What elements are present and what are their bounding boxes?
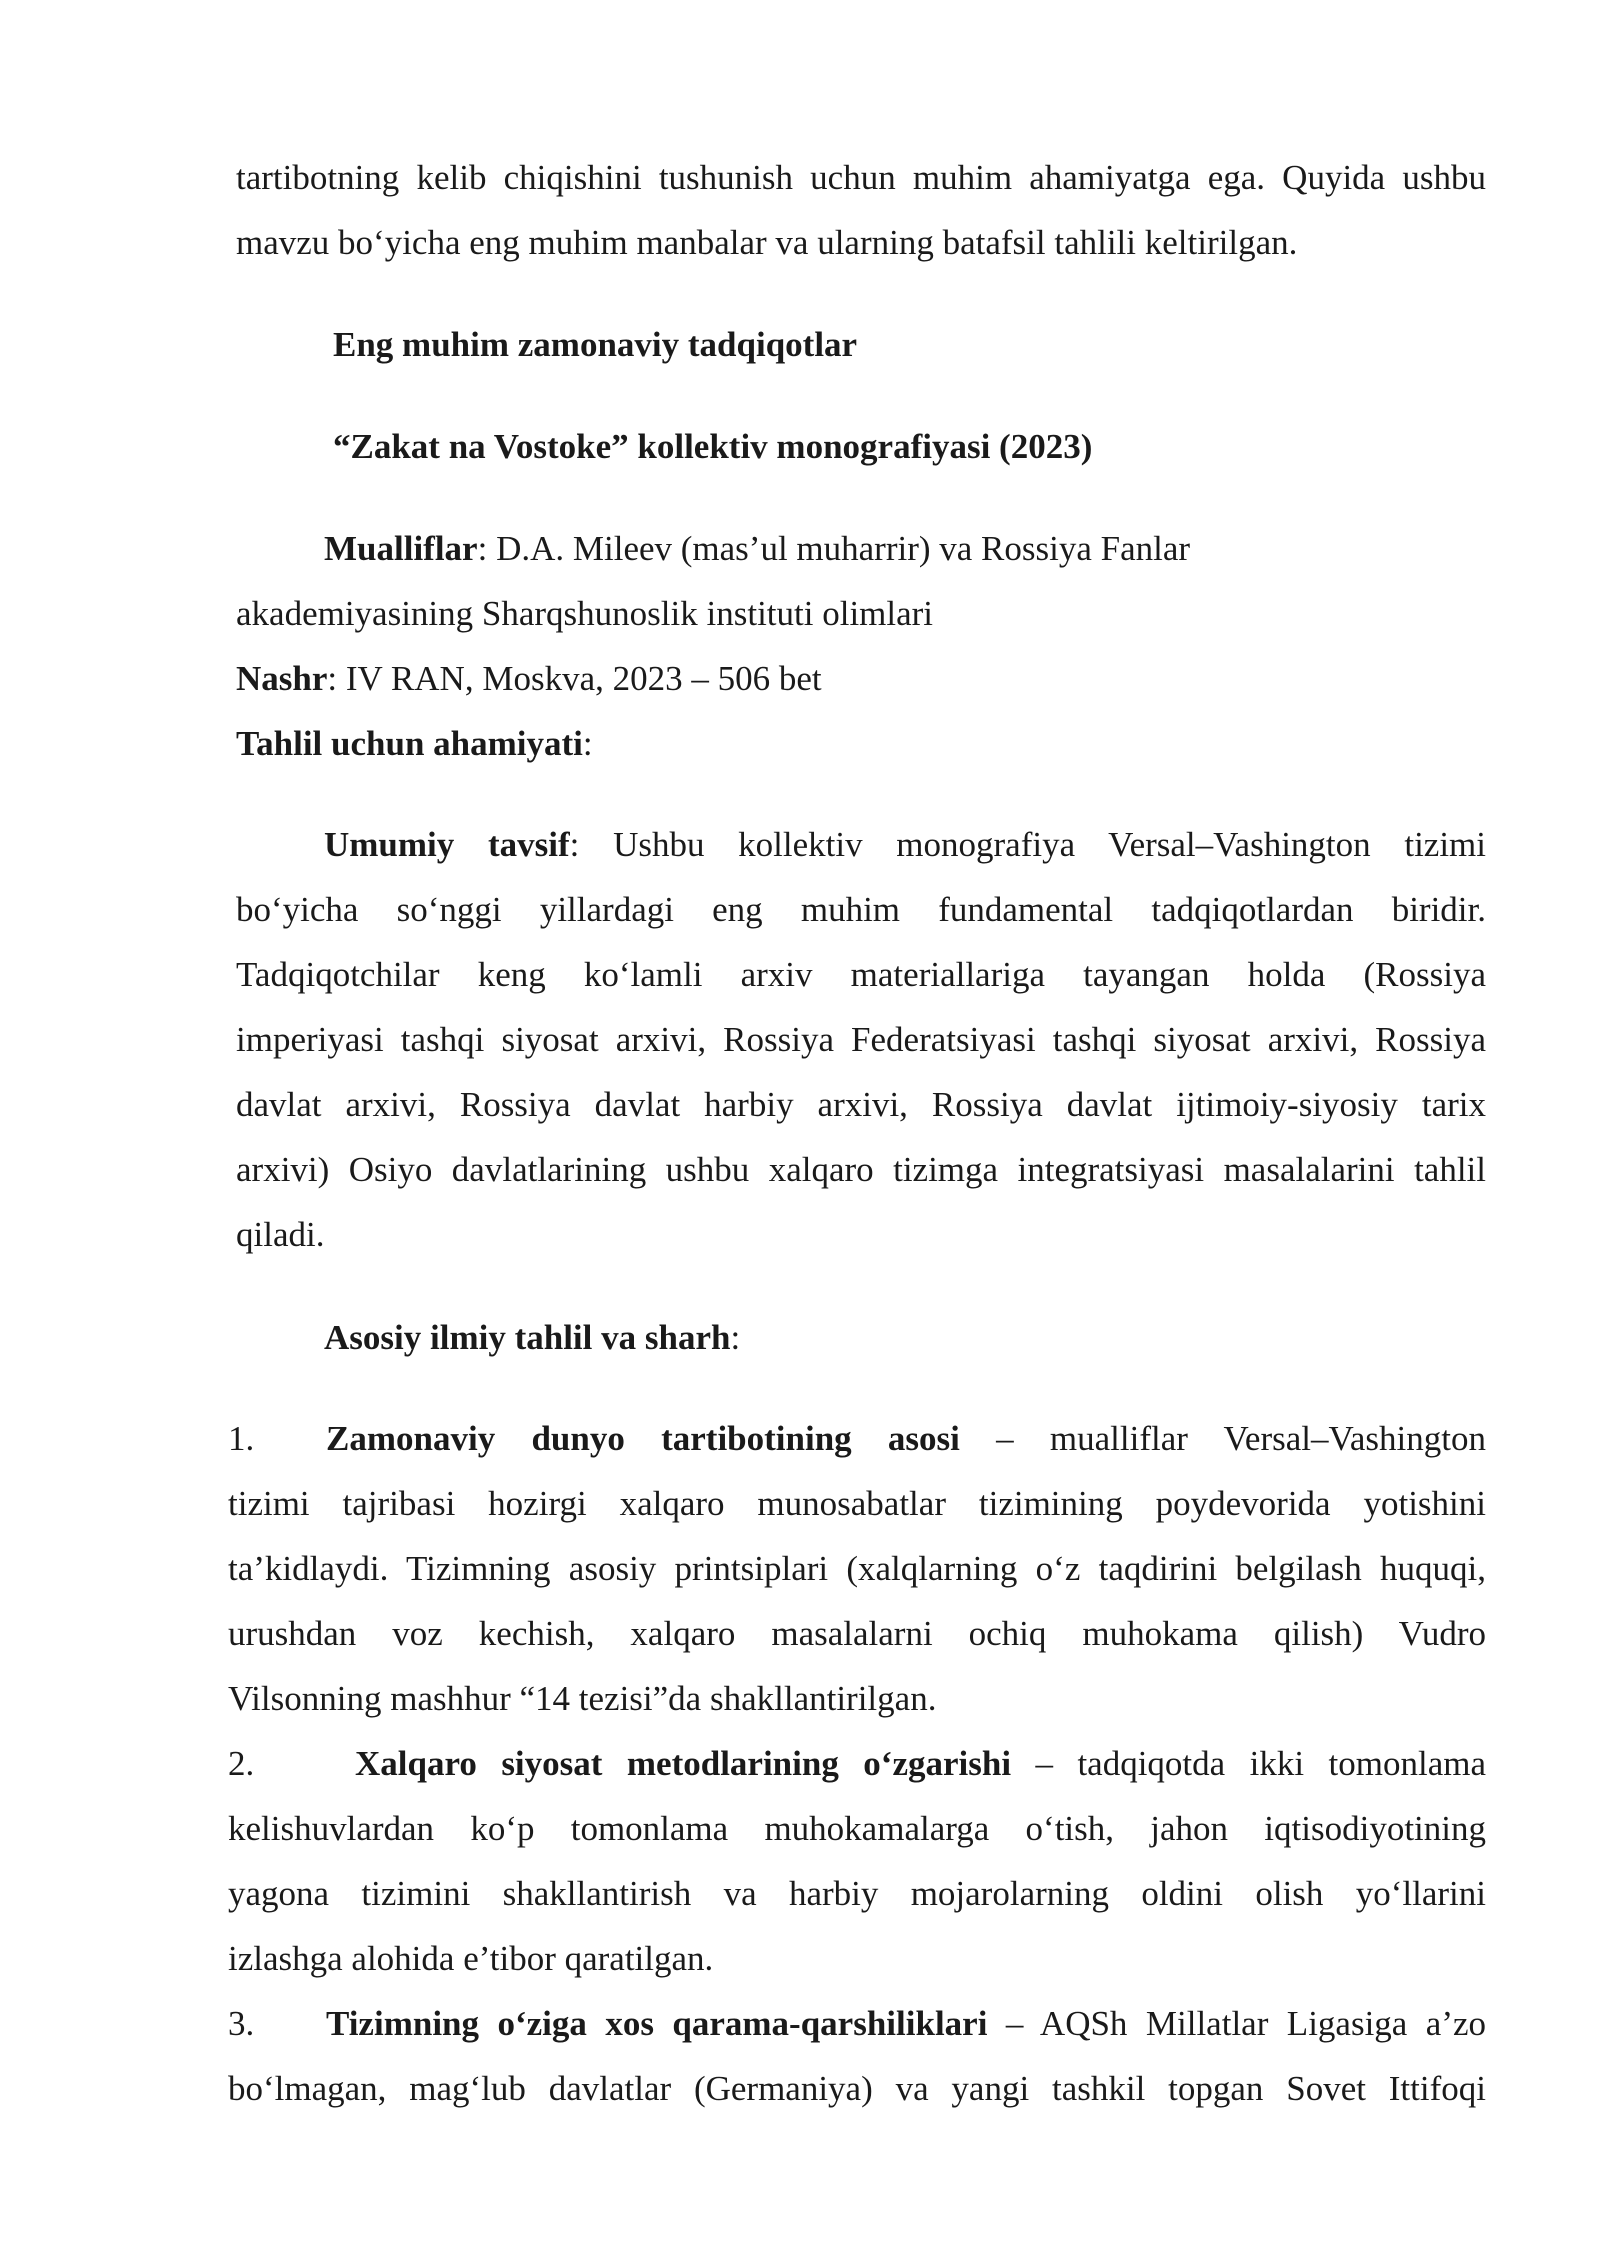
importance-line: Tahlil uchun ahamiyati: <box>236 724 593 763</box>
general-description: Umumiy tavsif: Ushbu kollektiv monografiya Versal–Vashington tizimi bo‘yicha so‘nggi yillardagi eng muhim fundamental tadqiqotlardan biridir. Tadqiqotchilar keng ko‘lamli arxiv materiallariga tayangan holda (Rossiya imperiyasi tashqi siyosat arxivi, Rossiya Federatsiyasi tashqi siyosat arxivi, Rossiya davlat arxivi, Rossiya davlat harbiy arxivi, Rossiya davlat ijtimoiy-siyosiy tarix arxivi) Osiyo davlatlarining ushbu xalqaro tizimga integratsiyasi masalalarini tahlil qiladi. <box>236 825 1486 1254</box>
section-heading: Eng muhim zamonaviy tadqiqotlar <box>333 325 858 364</box>
general-label: Umumiy tavsif <box>324 825 570 864</box>
book-title: “Zakat na Vostoke” kollektiv monografiyasi (2023) <box>333 427 1093 466</box>
item-title: Zamonaviy dunyo tartibotining asosi <box>326 1419 960 1458</box>
edition-line <box>236 646 822 711</box>
list-item: 2. Xalqaro siyosat metodlarining o‘zgarishi – tadqiqotda ikki tomonlama kelishuvlardan ko‘p tomonlama muhokamalarga o‘tish, jahon iqtisodiyotining yagona tizimini shakllantirish va harbiy mojarolarning oldini olish yo‘llarini izlashga alohida e’tibor qaratilgan. <box>228 1731 1486 1991</box>
authors-label: Mualliflar <box>324 529 478 568</box>
edition-value: : IV RAN, Moskva, 2023 – 506 bet <box>327 659 822 698</box>
authors-value-2: akademiyasining Sharqshunoslik instituti olimlari <box>236 594 934 633</box>
intro-paragraph <box>236 145 1486 275</box>
intro-line-1: tartibotning kelib chiqishini tushunish uchun muhim ahamiyatga ega. Quyida ushbu <box>236 158 1486 197</box>
list-item: 3. Tizimning o‘ziga xos qarama-qarshiliklari – AQSh Millatlar Ligasiga a’zo bo‘lmagan, mag‘lub davlatlar (Germaniya) va yangi tashkil topgan Sovet Ittifoqi <box>228 1991 1486 2121</box>
analysis-heading: Asosiy ilmiy tahlil va sharh: <box>324 1318 741 1357</box>
authors-block <box>236 516 1486 646</box>
authors-value-1: : D.A. Mileev (mas’ul muharrir) va Rossiya Fanlar <box>477 529 1191 568</box>
item-number: 1. <box>228 1419 255 1458</box>
analysis-heading-label: Asosiy ilmiy tahlil va sharh <box>324 1318 731 1357</box>
intro-line-2: mavzu bo‘yicha eng muhim manbalar va ularning batafsil tahlili keltirilgan. <box>236 223 1298 262</box>
item-number: 2. <box>228 1744 255 1783</box>
edition-label: Nashr <box>236 659 328 698</box>
list-item: 1. Zamonaviy dunyo tartibotining asosi – mualliflar Versal–Vashington tizimi tajribasi hozirgi xalqaro munosabatlar tizimining poydevorida yotishini ta’kidlaydi. Tizimning asosiy printsiplari (xalqlarning o‘z taqdirini belgilash huquqi, urushdan voz kechish, xalqaro masalalarni ochiq muhokama qilish) Vudro Vilsonning mashhur “14 tezisi”da shakllantirilgan. <box>228 1406 1486 1731</box>
importance-label: Tahlil uchun ahamiyati <box>236 724 583 763</box>
item-title: Tizimning o‘ziga xos qarama-qarshiliklari <box>326 2004 988 2043</box>
item-title: Xalqaro siyosat metodlarining o‘zgarishi <box>355 1744 1012 1783</box>
item-number: 3. <box>228 2004 255 2043</box>
